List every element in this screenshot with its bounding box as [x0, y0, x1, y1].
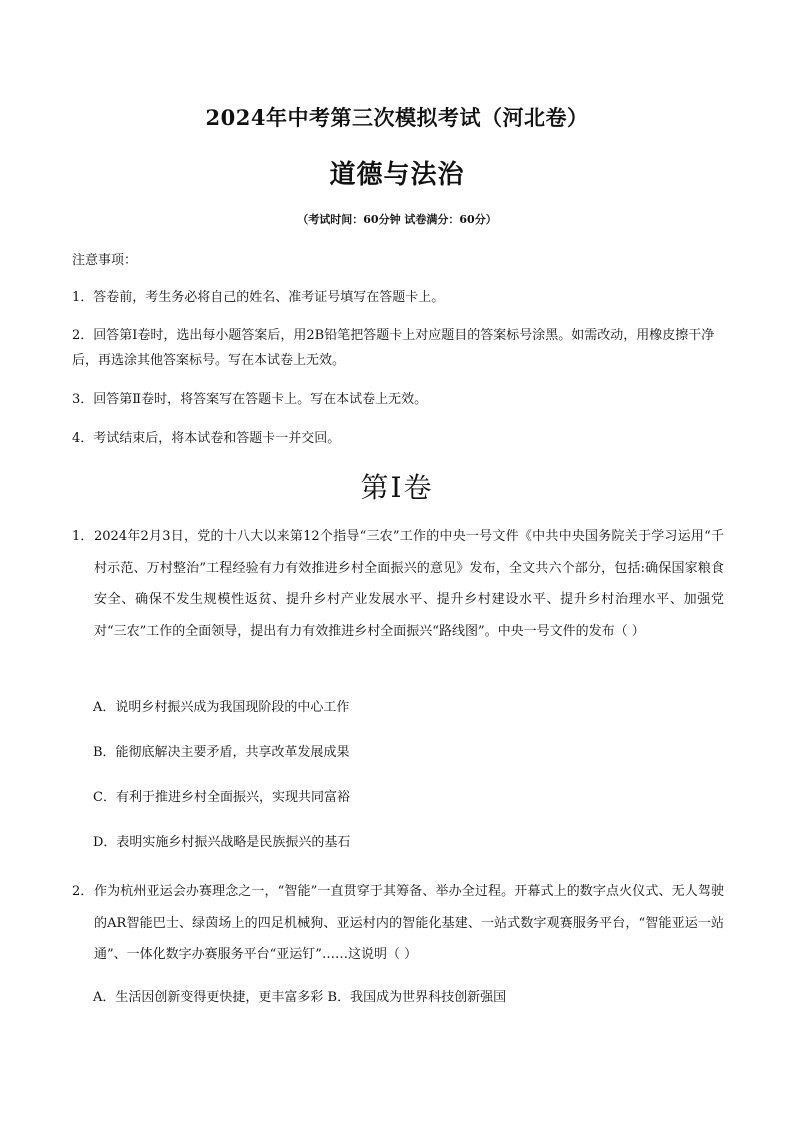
question-number: 2． — [72, 884, 94, 899]
question-number: 1． — [72, 529, 94, 544]
option-b: B．能彻底解决主要矛盾，共享改革发展成果 — [93, 745, 350, 760]
question-stem: 2024年2月3日，党的十八大以来第12个指导“三农”工作的中央一号文件《中共中央国务院关于学习运用“千村示范、万村整治”工程经验有力有效推进乡村全面振兴的意见》发布，全文共六个部分，包括:确保国家粮食安全、确保不发生规模性返贫、提升乡村产业发展水平、提升乡村建设水平、提升乡村治理水平、加强党对“三农”工作的全面领导，提出有力有效推进乡村全面振兴“路线图”。中央一号文件的发布（ ） — [94, 529, 724, 639]
question-2 — [72, 876, 724, 971]
exam-title: 2024年中考第三次模拟考试（河北卷） — [205, 105, 589, 130]
question-1 — [72, 521, 724, 647]
notice-heading: 注意事项： — [72, 253, 138, 268]
option-a: A．说明乡村振兴成为我国现阶段的中心工作 — [93, 700, 350, 715]
question-stem: 作为杭州亚运会办赛理念之一，“智能”一直贯穿于其筹备、举办全过程。开幕式上的数字点火仪式、无人驾驶的AR智能巴士、绿茵场上的四足机械狗、亚运村内的智能化基建、一站式数字观赛服务平台，“智能亚运一站通”、一体化数字办赛服务平台“亚运钉”……这说明（ ） — [94, 884, 724, 962]
options-a-b: A．生活因创新变得更快捷，更丰富多彩 B．我国成为世界科技创新强国 — [93, 990, 507, 1005]
option-d: D．表明实施乡村振兴战略是民族振兴的基石 — [93, 835, 351, 850]
option-c: C．有利于推进乡村全面振兴，实现共同富裕 — [93, 790, 350, 805]
notice-item-3: 3．回答第Ⅱ卷时，将答案写在答题卡上。写在本试卷上无效。 — [72, 392, 428, 407]
exam-time-score-info: （考试时间：60分钟 试卷满分：60分） — [297, 213, 497, 226]
subject-title: 道德与法治 — [329, 160, 465, 190]
notice-item-4: 4．考试结束后，将本试卷和答题卡一并交回。 — [72, 431, 341, 446]
notice-item-1: 1．答卷前，考生务必将自己的姓名、准考证号填写在答题卡上。 — [72, 290, 445, 305]
notice-item-2: 2．回答第Ⅰ卷时，选出每小题答案后，用2B铅笔把答题卡上对应题目的答案标号涂黑。如需改动，用橡皮擦干净后，再选涂其他答案标号。写在本试卷上无效。 — [72, 328, 715, 368]
section-title: 第Ⅰ卷 — [360, 471, 434, 504]
